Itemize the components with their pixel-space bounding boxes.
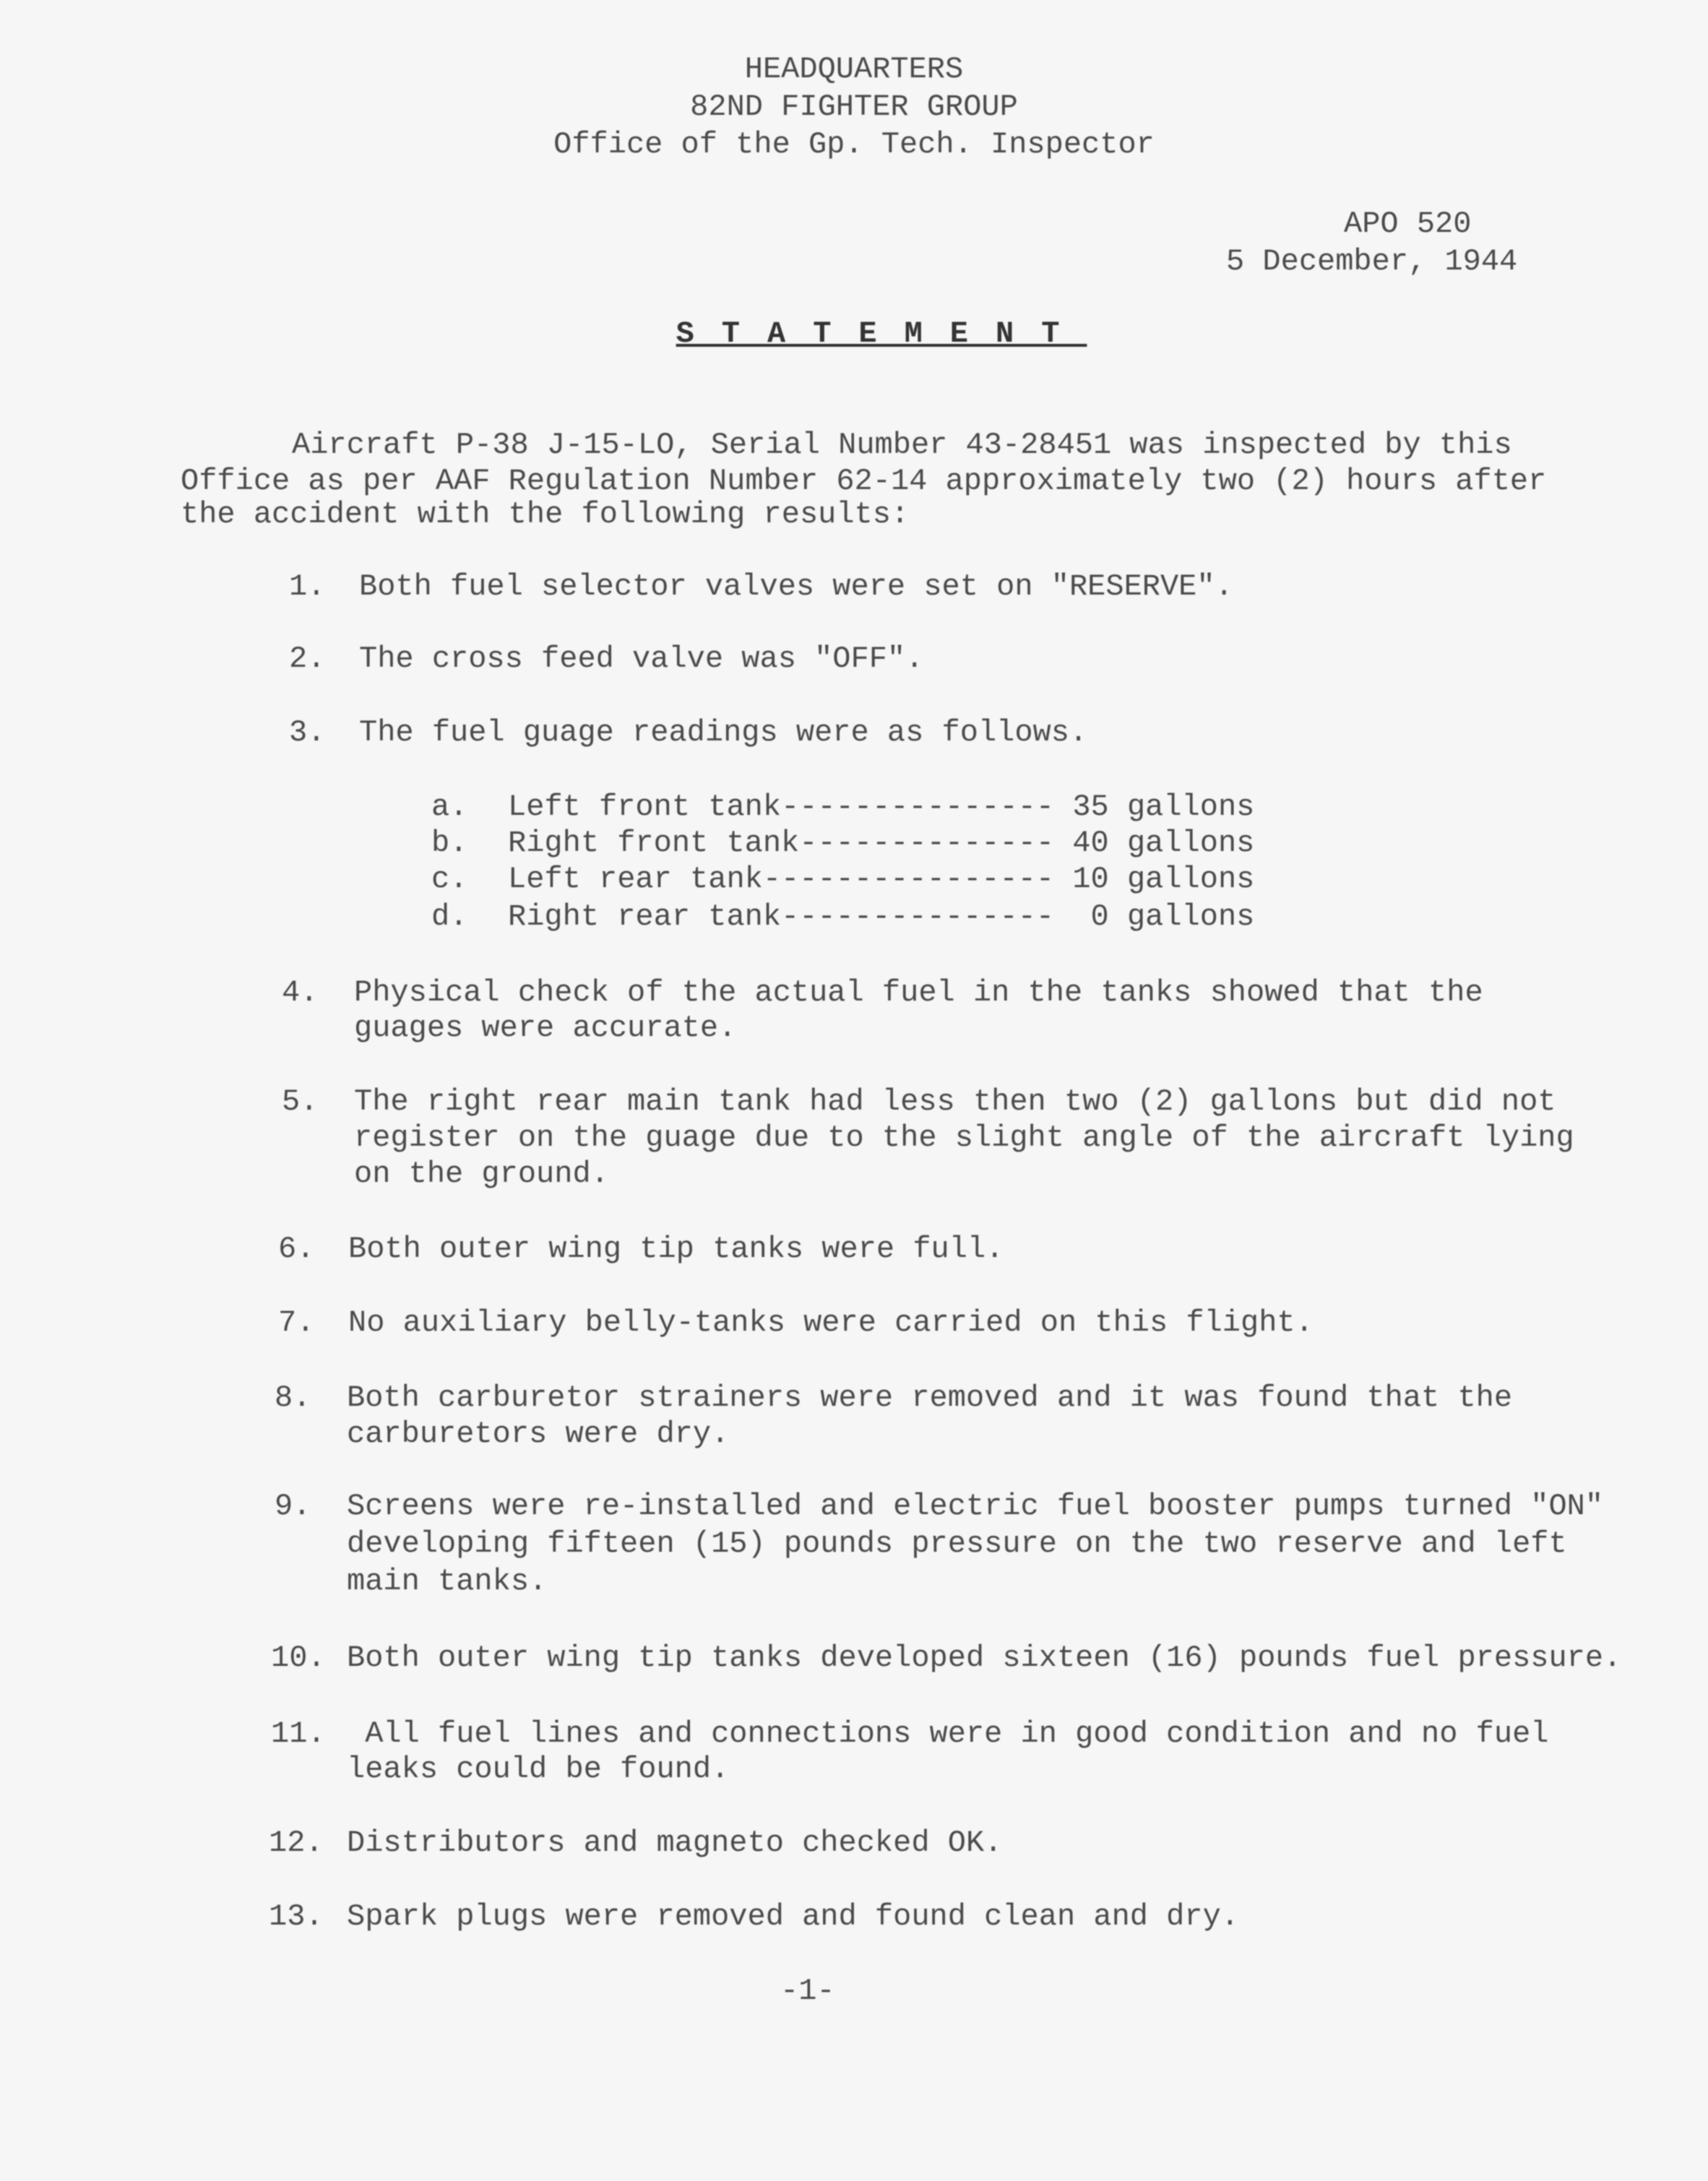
item-text: Screens were re-installed and electric fuel booster pumps turned "ON" [347,1488,1604,1524]
header-line: 82ND FIGHTER GROUP [690,90,1018,124]
item-text: Both outer wing tip tanks developed sixteen (16) pounds fuel pressure. [347,1640,1622,1675]
header-line: Office of the Gp. Tech. Inspector [553,127,1155,162]
item-number: 12. [269,1825,324,1860]
item-number: 2. [289,642,326,677]
item-number: 8. [275,1380,311,1415]
reading-letter: d. [431,899,468,934]
reading-letter: c. [431,861,468,897]
item-number: 7. [278,1305,315,1340]
reading-text: Right rear tank--------------- 0 gallons [508,899,1255,934]
reading-text: Left front tank--------------- 35 gallons [508,789,1255,824]
item-text: register on the guage due to the slight angle of the aircraft lying [354,1120,1574,1155]
item-number: 11. [271,1716,326,1752]
item-number: 13. [269,1899,324,1934]
item-number: 3. [289,715,326,751]
item-number: 5. [282,1084,319,1119]
item-text: guages were accurate. [354,1010,737,1045]
item-text: Both carburetor strainers were removed and it was found that the [347,1380,1513,1415]
reading-letter: a. [431,789,468,824]
item-text: The right rear main tank had less then two (2) gallons but did not [354,1084,1556,1119]
page-number: -1- [780,1974,835,2008]
item-number: 4. [282,975,319,1011]
reading-letter: b. [431,825,468,860]
document-title: STATEMENT [676,316,1087,351]
header-line: HEADQUARTERS [744,52,964,87]
item-number: 6. [278,1231,315,1266]
item-text: Both fuel selector valves were set on "RESERVE". [359,569,1233,605]
apo-number: APO 520 [1344,207,1472,241]
item-text: Physical check of the actual fuel in the tanks showed that the [354,975,1483,1011]
document-date: 5 December, 1944 [1226,244,1518,279]
item-text: Both outer wing tip tanks were full. [348,1231,1004,1266]
item-text: main tanks. [347,1563,548,1599]
item-text: carburetors were dry. [347,1416,730,1451]
item-text: No auxiliary belly-tanks were carried on this flight. [348,1305,1314,1340]
item-text: The fuel guage readings were as follows. [359,715,1088,751]
item-number: 1. [289,569,326,605]
intro-line: Office as per AAF Regulation Number 62-14 approximately two (2) hours after [181,464,1547,498]
item-text: leaks could be found. [347,1751,730,1787]
reading-text: Right front tank-------------- 40 gallons [508,825,1255,860]
item-text: developing fifteen (15) pounds pressure on the two reserve and left [347,1526,1567,1561]
intro-line: the accident with the following results: [181,497,910,532]
item-number: 9. [275,1488,311,1524]
item-text: Distributors and magneto checked OK. [347,1825,1003,1860]
item-text: The cross feed valve was "OFF". [359,642,924,677]
item-text: Spark plugs were removed and found clean and dry. [347,1899,1240,1934]
reading-text: Left rear tank---------------- 10 gallons [508,861,1255,897]
item-number: 10. [271,1640,326,1675]
item-text: on the ground. [354,1156,609,1191]
intro-line: Aircraft P-38 J-15-LO, Serial Number 43-28451 was inspected by this [292,428,1512,462]
item-text: All fuel lines and connections were in good condition and no fuel [347,1716,1549,1752]
